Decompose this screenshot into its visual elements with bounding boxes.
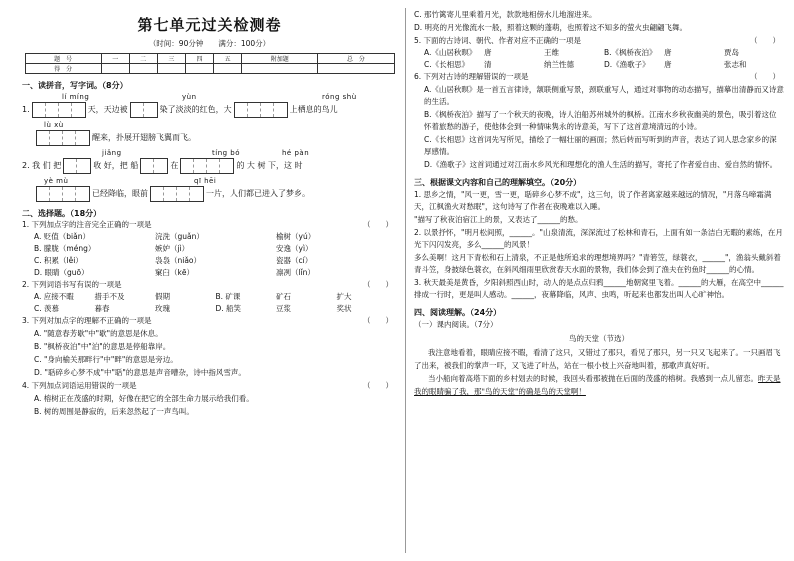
- option-row: C.《长相思》这首词先写所见，描绘了一幅壮丽的画面；然后转而写听到的声音，表达了词人思念家乡的深厚感情。: [424, 135, 777, 156]
- option-text: 张志和: [724, 60, 747, 69]
- score-header-cell: 题 号: [25, 54, 101, 64]
- score-cell[interactable]: [318, 64, 394, 74]
- option-text: D. 船笑: [215, 304, 242, 313]
- section4-title: 四、阅读理解。（24分）: [414, 308, 502, 317]
- answer-box[interactable]: [150, 186, 204, 202]
- option-text: B. 矿课: [215, 292, 241, 301]
- option-text: 唐: [664, 60, 672, 69]
- option-text: C. 积累（lěi）: [34, 256, 83, 265]
- score-header-cell: 一: [101, 54, 129, 64]
- option-text: B.《枫桥夜泊》: [604, 48, 657, 57]
- option-text: 矿石: [276, 292, 291, 301]
- option-text: 王维: [544, 48, 559, 57]
- section3-title: 三、根据课文内容和自己的理解填空。（20分）: [414, 178, 582, 187]
- score-cell[interactable]: [129, 64, 157, 74]
- score-header-cell: 五: [214, 54, 242, 64]
- score-cell[interactable]: [101, 64, 129, 74]
- score-cell[interactable]: [242, 64, 318, 74]
- answer-box[interactable]: [36, 130, 90, 146]
- option-text: 嫉妒（jì）: [155, 244, 190, 253]
- option-row: D. "聒碎乡心梦不成"中"聒"的意思是声音嘈杂，诗中指风雪声。: [34, 368, 246, 377]
- option-row: C. "身向榆关那畔行"中"畔"的意思是旁边。: [34, 355, 178, 364]
- score-table: [25, 53, 395, 74]
- line1: 1. 天，天边被 染了淡淡的红色，大 上栖息的鸟儿: [22, 102, 397, 118]
- option-row: [22, 243, 397, 255]
- answer-box[interactable]: [180, 158, 234, 174]
- option-row: B. "枫桥夜泊"中"泊"的意思是停船靠岸。: [34, 342, 171, 351]
- option-text: 凛冽（lǐn）: [276, 268, 315, 277]
- q4-option-d: D. 明亮的月光像流水一般，照着这颗的蓬萌，也照着这不知多的萤火虫翩翩飞舞。: [414, 23, 688, 32]
- answer-box[interactable]: [32, 102, 86, 118]
- option-row: B. 树的周围是静寂的，后来忽然起了一声鸟叫。: [34, 407, 194, 416]
- left-column: [22, 0, 397, 561]
- line4-pinyin: yè mù qī hēi: [44, 177, 217, 185]
- story-paragraph-2: 当小船向着高塔下面的乡村划去的时候，我回头看那被抛在后面的茂盛的榕树。我感到一点儿留恋。昨天是我的眼睛骗了我，那"鸟的天堂"的确是鸟的天堂啊！: [414, 374, 781, 396]
- question-4: 4. 下列加点词语运用错误的一项是 （ ）: [22, 381, 393, 390]
- option-row: [22, 231, 397, 243]
- option-row: B.《枫桥夜泊》描写了一个秋天的夜晚，诗人泊船苏州城外的枫桥。江南水乡秋夜幽美的景色，吸引着这位怀着旅愁的游子，使他体会到一种情味隽永的诗意美，写下了这首意境清远的小诗。: [424, 110, 777, 131]
- score-header-cell: 附加题: [242, 54, 318, 64]
- underlined-sentence: 昨天是我的眼睛骗了我，那"鸟的天堂"的确是鸟的天堂啊！: [414, 374, 781, 396]
- score-header-cell: 三: [157, 54, 185, 64]
- option-text: D. 眼睛（guō）: [34, 268, 89, 277]
- option-text: 榆树（yú）: [276, 232, 316, 241]
- option-text: 唐: [484, 48, 492, 57]
- option-text: 瓷器（cí）: [276, 256, 313, 265]
- page-title: 第七单元过关检测卷: [137, 16, 282, 34]
- option-text: A. 应接不暇: [34, 292, 74, 301]
- option-text: C. 羡慕: [34, 304, 60, 313]
- line2: 醒来，扑展开翅膀飞翼而飞。: [22, 130, 397, 146]
- option-text: 豆浆: [276, 304, 291, 313]
- score-cell[interactable]: [157, 64, 185, 74]
- option-row: A. "随意春芳歇"中"歇"的意思是休息。: [34, 329, 163, 338]
- answer-box[interactable]: [36, 186, 90, 202]
- fill-2b: 多么美啊！这月下青松和石上清泉，不正是他所追求的理想境界吗？"青箬笠，绿蓑衣，______"，渔翁头戴斜着青斗笠，身披绿色蓑衣，在斜风细雨里欣赏春天水面的景物，我们体会到了渔夫在钓鱼时______的心情。: [414, 253, 781, 274]
- answer-box[interactable]: [140, 158, 168, 174]
- score-cell[interactable]: [214, 64, 242, 74]
- story-title: 鸟的天堂（节选）: [569, 334, 629, 343]
- option-text: 奖状: [336, 304, 352, 313]
- story-paragraph-1: 我注意地看着，眼睛应接不暇，看清了这只，又错过了那只，看见了那只，另一只又飞起来了。一只画眉飞了出来，被我们的掌声一吓，又飞进了叶丛，站在一根小枝上兴奋地叫着，那歌声真好听。: [414, 348, 781, 370]
- option-text: 措手不及: [94, 292, 125, 301]
- option-text: A.《山居秋暝》: [424, 48, 477, 57]
- option-row: [22, 303, 397, 315]
- answer-box[interactable]: [130, 102, 158, 118]
- line1-pinyin: lí míng yùn róng shù: [62, 93, 357, 101]
- option-text: D.《渔歌子》: [604, 60, 650, 69]
- option-text: 安逸（yì）: [276, 244, 313, 253]
- subsection-title: （一）课内阅读。（7分）: [414, 320, 498, 329]
- option-text: 扩大: [336, 292, 352, 301]
- line3: 2. 我 们 把 收 好，把 船 在 的 大 树 下，这 时: [22, 158, 397, 174]
- right-column: [414, 0, 784, 561]
- option-text: 假期: [155, 292, 170, 301]
- question-3: 3. 下列对加点字的理解不正确的一项是 （ ）: [22, 316, 393, 325]
- question-2: 2. 下列词语书写有误的一项是 （ ）: [22, 280, 393, 289]
- section1-title: 一、读拼音，写字词。（8分）: [22, 81, 128, 90]
- option-row: A.《山居秋暝》是一首五言律诗，颔联侧重写景，颈联重写人，通过对事物的动态描写，描摹出清静而又诗意的生活。: [424, 85, 784, 106]
- page-subtitle: （时间：90分钟 满分：100分）: [148, 39, 271, 48]
- section2-title: 二、选择题。（18分）: [22, 209, 102, 218]
- option-row: D.《渔歌子》这首词通过对江南水乡风光和理想化的渔人生活的描写，寄托了作者爱自由、爱自然的情怀。: [424, 160, 778, 169]
- fill-1: 1. 思乡之情，"风一更，雪一更，聒碎乡心梦不成"，这三句，说了作者离家越来越远的情况，"月落乌啼霜满天，江枫渔火对愁眠"，这句诗写了作者在夜晚难以入睡。: [414, 190, 772, 211]
- line4: 已经降临，眼前 一片，人们都已进入了梦乡。: [22, 186, 397, 202]
- option-text: 袅袅（niǎo）: [155, 256, 202, 265]
- option-row: A. 榕树正在茂盛的时期，好像在把它的全部生命力展示给我们看。: [34, 394, 254, 403]
- fill-3: 3. 秋天最美是黄昏，夕阳斜照西山时，动人的是点点归鸦______地朝窝里飞着。______的大雁，在高空中______排成一行时，更是叫人感动。______，夜幕降临，风声、虫鸣，听起来也都发出叫人心旷神怡。: [414, 278, 784, 299]
- option-text: B. 朦胧（méng）: [34, 244, 96, 253]
- option-row: [22, 267, 397, 279]
- question-1: 1. 下列加点字的注音完全正确的一项是 （ ）: [22, 220, 393, 229]
- question-6: 6. 下列对古诗的理解错误的一项是 （ ）: [414, 72, 780, 81]
- option-row: [22, 255, 397, 267]
- option-text: 唐: [664, 48, 672, 57]
- line2-pinyin: lù xù: [44, 121, 64, 129]
- q4-option-c: C. 那竹篱寄儿里乘着月光，款款地相傍水儿地溜进来。: [414, 10, 597, 19]
- score-header-cell: 总 分: [318, 54, 394, 64]
- question-5: 5. 下面的古诗词、朝代、作者对应不正确的一项是 （ ）: [414, 36, 780, 45]
- answer-box[interactable]: [63, 158, 91, 174]
- score-header-cell: 四: [185, 54, 213, 64]
- option-text: 暮春: [94, 304, 110, 313]
- answer-box[interactable]: [234, 102, 288, 118]
- option-text: 清: [484, 60, 492, 69]
- option-text: 玫瑰: [155, 304, 170, 313]
- option-row: [22, 291, 397, 303]
- option-row: [414, 59, 784, 71]
- score-cell[interactable]: [185, 64, 213, 74]
- option-text: 贾岛: [724, 48, 739, 57]
- option-text: A. 贬值（biǎn）: [34, 232, 90, 241]
- score-header-cell: 二: [129, 54, 157, 64]
- option-text: 窠臼（kē）: [155, 268, 194, 277]
- option-text: 纳兰性德: [544, 60, 574, 69]
- fill-2: 2. 以景抒怀，"明月松间照，______。"山泉清流，深深流过了松林和青石，上面有如一条洁白无暇的素练，在月光下闪闪发亮，多么______的风景！: [414, 228, 783, 249]
- option-text: 浣洗（guǎn）: [155, 232, 204, 241]
- fill-1b: "描写了秋夜泊宿江上的景，又表达了______的愁。: [414, 215, 583, 224]
- column-divider: [405, 8, 406, 553]
- option-text: C.《长相思》: [424, 60, 470, 69]
- option-row: [414, 47, 784, 59]
- line3-pinyin: jiǎng tíng bó hé pàn: [102, 149, 310, 157]
- score-cell: 得 分: [25, 64, 101, 74]
